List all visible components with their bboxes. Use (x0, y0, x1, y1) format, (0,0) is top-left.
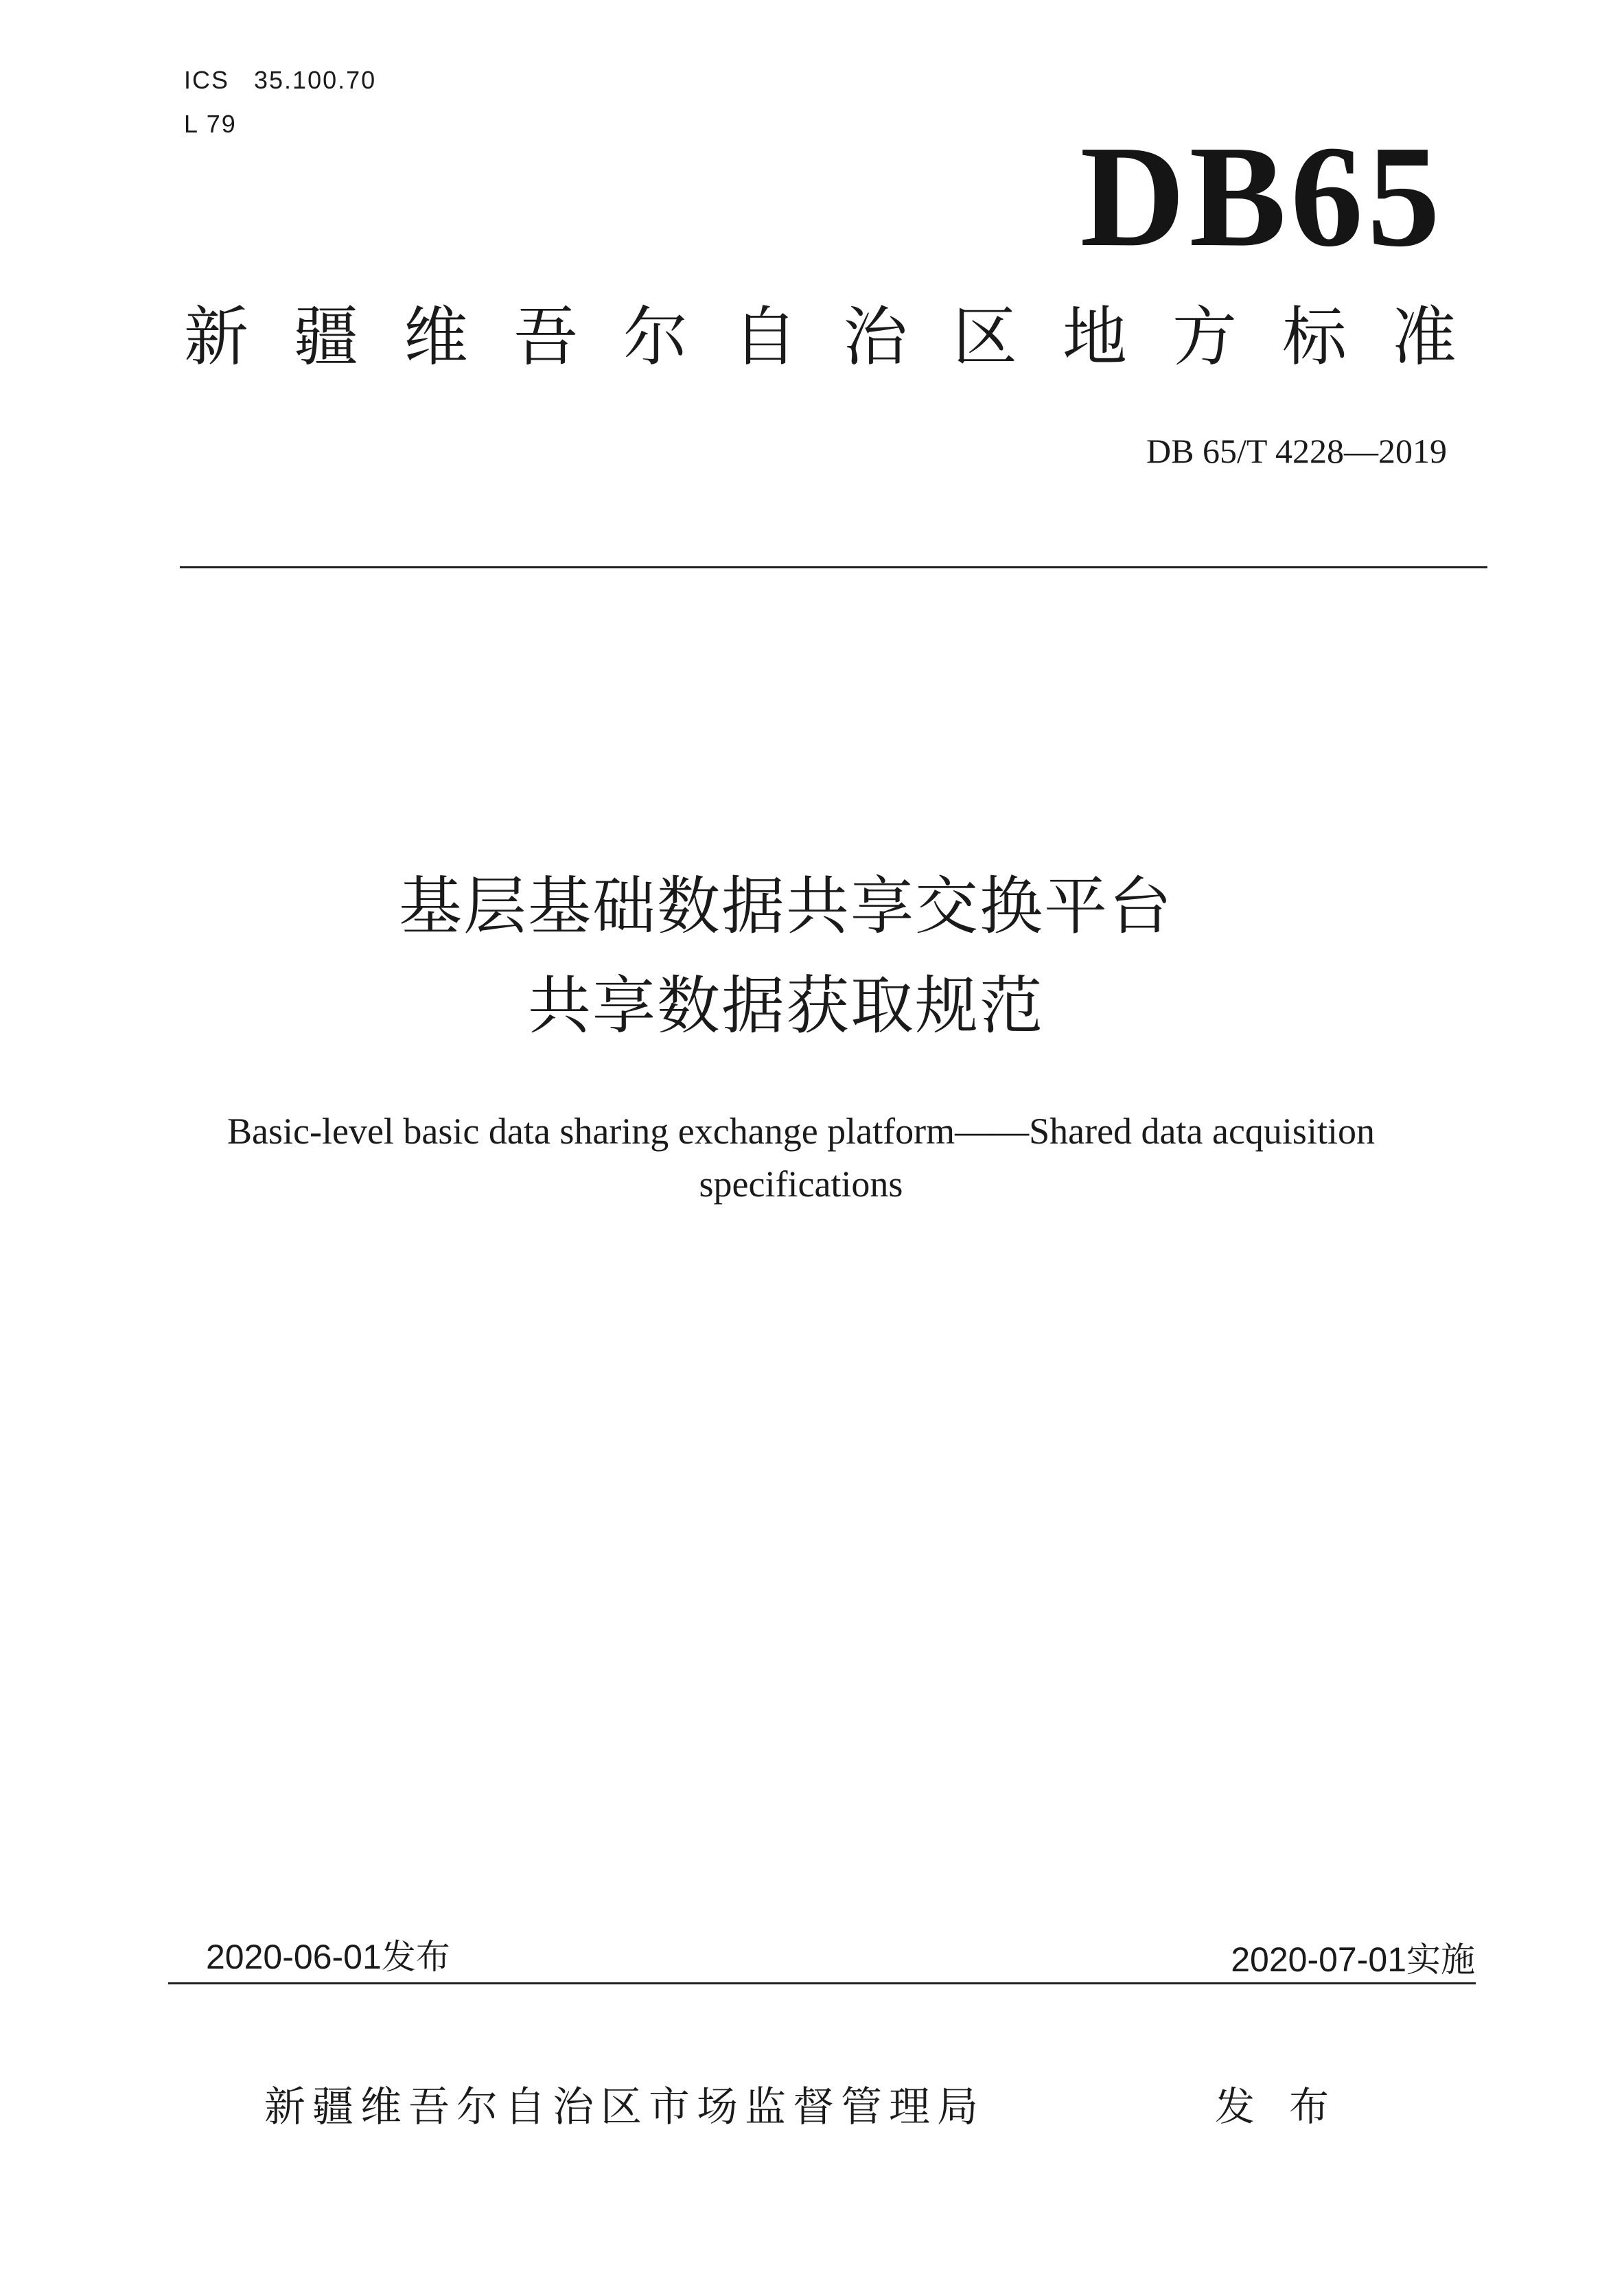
standard-number: DB 65/T 4228—2019 (1146, 432, 1447, 470)
ics-label: ICS (184, 66, 230, 94)
bottom-divider (168, 1982, 1476, 1984)
title-zh-line1: 基层基础数据共享交换平台 (398, 870, 1173, 943)
publish-date-value: 2020-06-01 (206, 1938, 382, 1976)
effective-date (1231, 1940, 1475, 1980)
title-en-line1: Basic-level basic data sharing exchange platform——Shared data acquisition (227, 1111, 1375, 1152)
standard-code: DB65 (1080, 115, 1444, 277)
title-en-line2: specifications (699, 1163, 903, 1205)
title-zh-line2: 共享数据获取规范 (527, 969, 1044, 1043)
top-divider (180, 566, 1487, 568)
ccs-classification: L 79 (184, 110, 237, 138)
effective-date-value: 2020-07-01 (1231, 1940, 1406, 1979)
publish-label: 发布 (381, 1937, 450, 1977)
issue-label: 发布 (1215, 2083, 1364, 2130)
effective-label: 实施 (1406, 1940, 1475, 1980)
ics-code: 35.100.70 (254, 66, 377, 94)
standard-type: 新疆维吾尔自治区地方标准 (184, 300, 1503, 375)
publish-date (206, 1937, 450, 1977)
issuing-authority: 新疆维吾尔自治区市场监督管理局 (264, 2083, 985, 2131)
ics-classification (184, 66, 376, 95)
